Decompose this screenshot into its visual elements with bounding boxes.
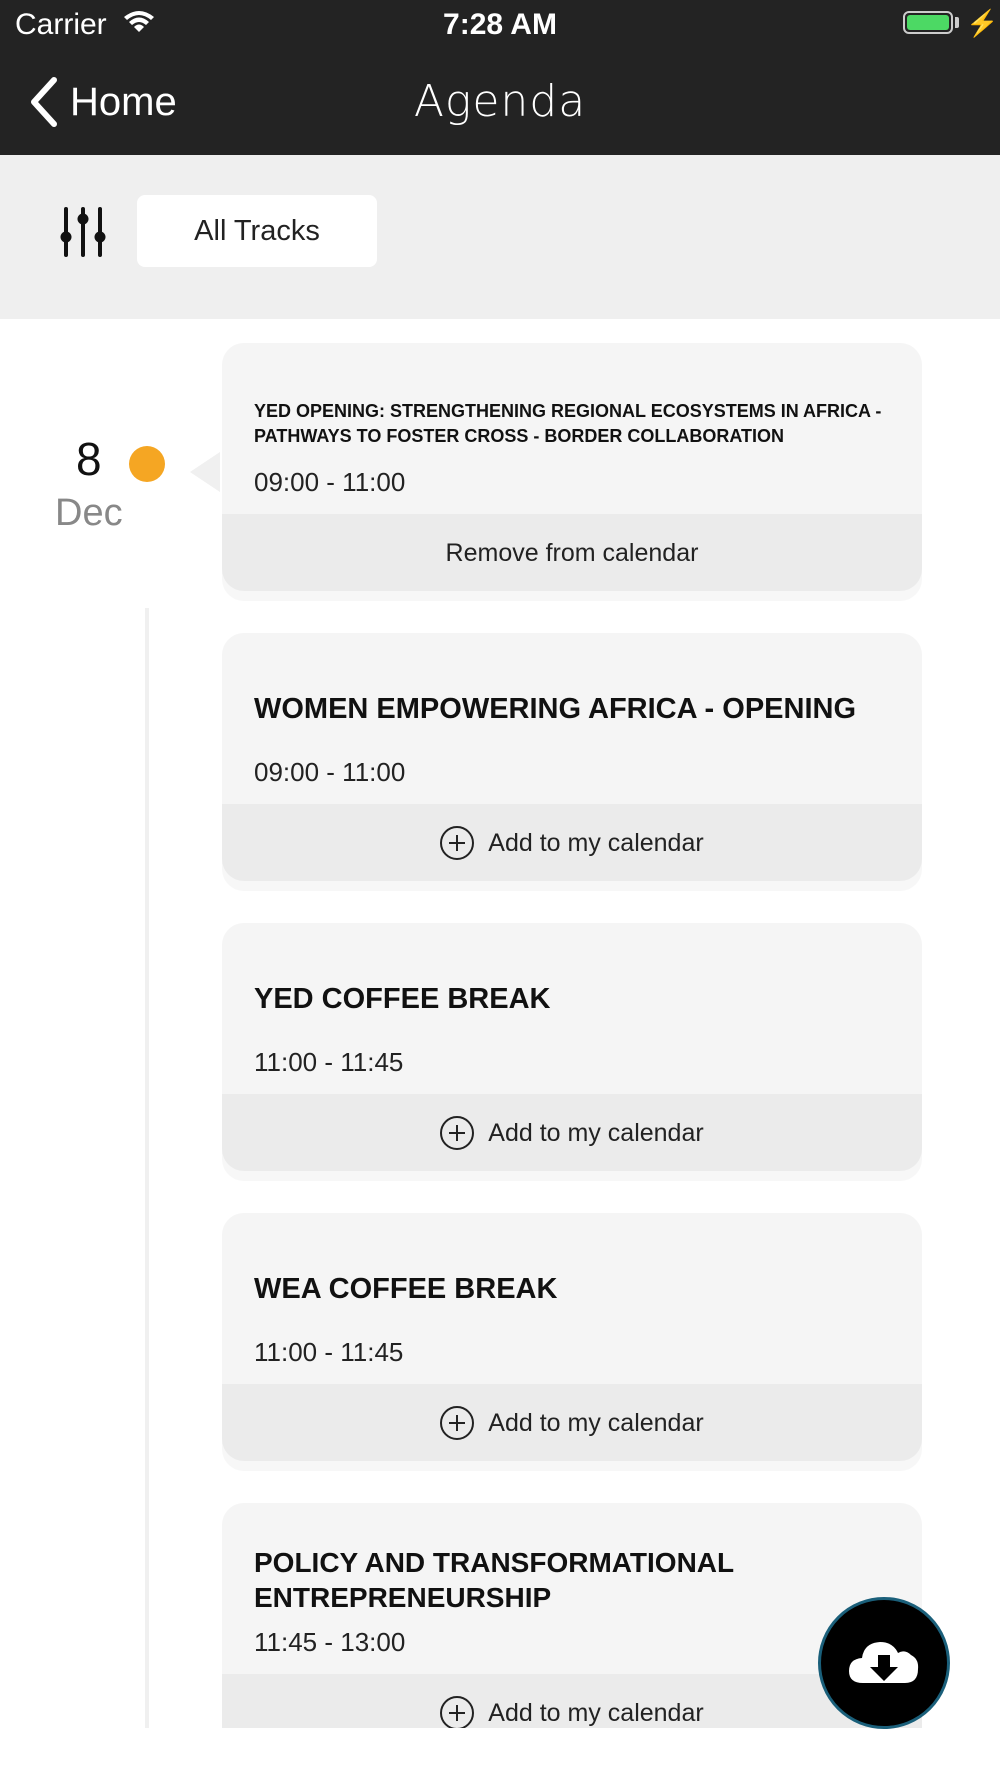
session-card[interactable] <box>222 923 922 1171</box>
date-dot <box>129 446 165 482</box>
session-card[interactable] <box>222 1503 922 1751</box>
date-day: 8 <box>76 433 102 485</box>
session-title: YED COFFEE BREAK <box>254 983 551 1015</box>
add-to-calendar-button[interactable] <box>222 1384 922 1461</box>
action-label: Add to my calendar <box>488 1408 704 1437</box>
session-time: 11:00 - 11:45 <box>254 1337 404 1367</box>
session-time: 09:00 - 11:00 <box>254 467 406 497</box>
battery-icon <box>903 11 953 34</box>
session-title: YED OPENING: STRENGTHENING REGIONAL ECOSYSTEMS IN AFRICA - PATHWAYS TO FOSTER CROSS - BORDER COLLABORATION <box>254 401 882 446</box>
add-to-calendar-button[interactable] <box>222 1094 922 1171</box>
plus-circle-icon <box>440 826 474 860</box>
bottom-edge <box>0 1728 1000 1778</box>
battery-cap <box>955 17 959 28</box>
session-title: POLICY AND TRANSFORMATIONAL ENTREPRENEURSHIP <box>254 1547 734 1613</box>
cloud-download-icon <box>845 1633 923 1693</box>
page-title: Agenda <box>413 76 587 127</box>
status-time: 7:28 AM <box>443 8 557 41</box>
action-label: Add to my calendar <box>488 828 704 857</box>
plus-circle-icon <box>440 1406 474 1440</box>
action-label: Remove from calendar <box>445 538 699 567</box>
session-card[interactable] <box>222 1213 922 1461</box>
back-label: Home <box>70 79 177 124</box>
session-time: 11:45 - 13:00 <box>254 1627 406 1657</box>
session-time: 11:00 - 11:45 <box>254 1047 404 1077</box>
sliders-icon[interactable] <box>60 207 106 257</box>
session-title: WOMEN EMPOWERING AFRICA - OPENING <box>254 693 857 725</box>
session-time: 09:00 - 11:00 <box>254 757 406 787</box>
card-pointer <box>190 452 220 492</box>
timeline-line <box>145 608 149 1728</box>
plus-circle-icon <box>440 1116 474 1150</box>
navigation-bar <box>0 0 1000 155</box>
add-to-calendar-button[interactable] <box>222 804 922 881</box>
charging-icon: ⚡ <box>966 8 999 38</box>
filter-bar <box>0 155 1000 319</box>
plus-circle-icon <box>440 1696 474 1730</box>
carrier-label: Carrier <box>15 8 107 41</box>
date-month: Dec <box>55 492 123 534</box>
status-bar <box>0 0 1000 52</box>
remove-from-calendar-button[interactable] <box>222 514 922 591</box>
action-label: Add to my calendar <box>488 1698 704 1727</box>
session-title: WEA COFFEE BREAK <box>254 1273 558 1305</box>
download-button[interactable] <box>818 1597 950 1729</box>
session-card[interactable] <box>222 343 922 591</box>
action-label: Add to my calendar <box>488 1118 704 1147</box>
all-tracks-button[interactable]: All Tracks <box>137 195 377 267</box>
session-card[interactable] <box>222 633 922 881</box>
